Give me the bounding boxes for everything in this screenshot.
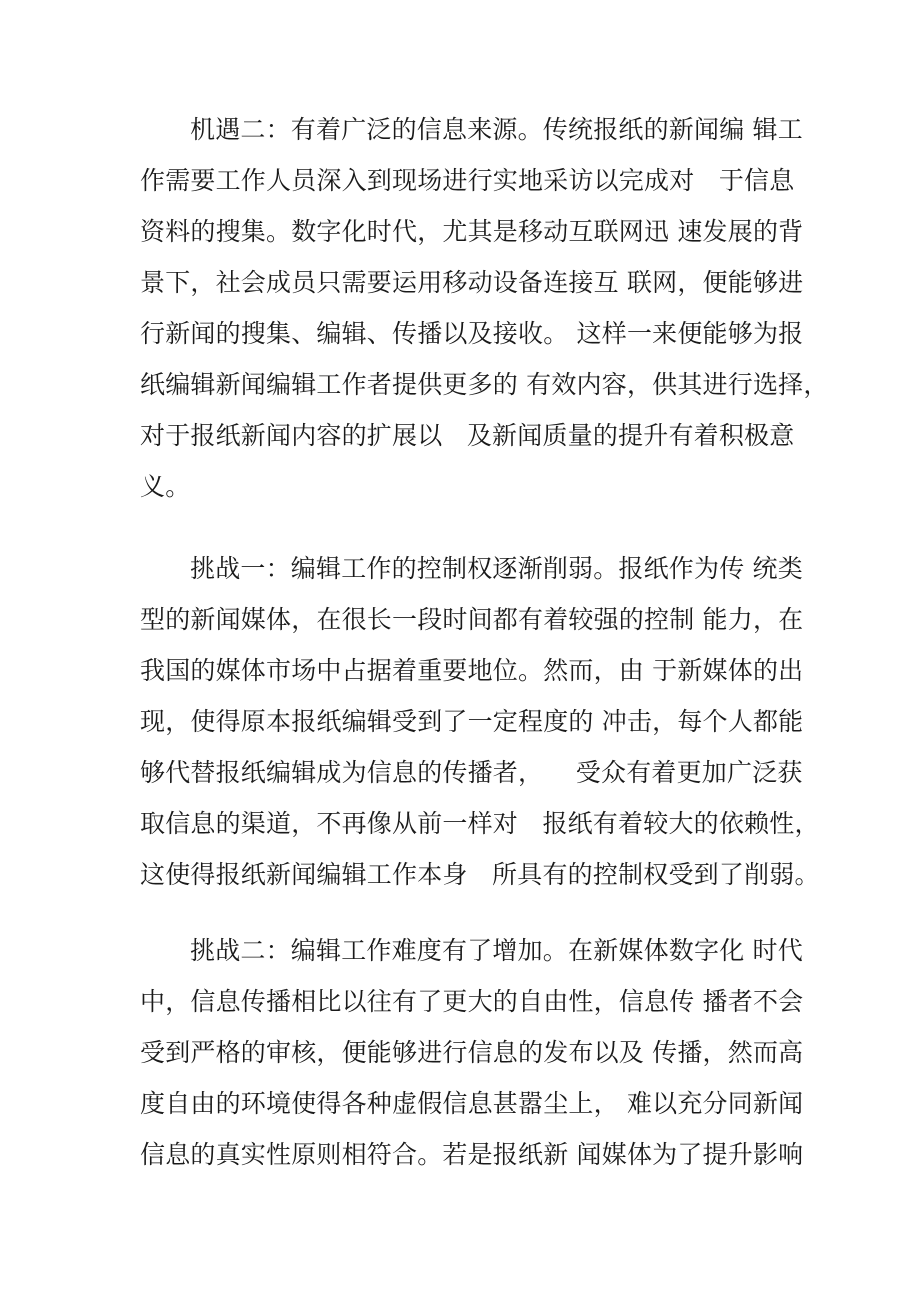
text-line: 景下，社会成员只需要运用移动设备连接互 联网，便能够进 — [140, 268, 804, 297]
paragraph-challenge-one — [140, 543, 820, 900]
text-line: 这使得报纸新闻编辑工作本身 所具有的控制权受到了削弱。 — [140, 860, 820, 889]
text-line: 中，信息传播相比以往有了更大的自由性，信息传 播者不会 — [140, 987, 804, 1016]
text-line: 行新闻的搜集、编辑、传播以及接收。 这样一来便能够为报 — [140, 319, 804, 348]
text-line: 信息的真实性原则相符合。若是报纸新 闻媒体为了提升影响 — [140, 1140, 804, 1169]
text-line: 型的新闻媒体，在很长一段时间都有着较强的控制 能力，在 — [140, 605, 804, 634]
text-line: 挑战二：编辑工作难度有了增加。在新媒体数字化 时代 — [190, 936, 803, 965]
text-line: 够代替报纸编辑成为信息的传播者， 受众有着更加广泛获 — [140, 758, 803, 787]
paragraph-challenge-two — [140, 925, 820, 1180]
text-line: 资料的搜集。数字化时代，尤其是移动互联网迅 速发展的背 — [140, 217, 804, 246]
text-line: 受到严格的审核，便能够进行信息的发布以及 传播，然而高 — [140, 1038, 804, 1067]
text-line: 我国的媒体市场中占据着重要地位。然而，由 于新媒体的出 — [140, 656, 804, 685]
paragraph-opportunity-two — [140, 104, 829, 512]
text-line: 作需要工作人员深入到现场进行实地采访以完成对 于信息 — [140, 166, 795, 195]
text-line: 挑战一：编辑工作的控制权逐渐削弱。报纸作为传 统类 — [190, 554, 803, 583]
text-line: 纸编辑新闻编辑工作者提供更多的 有效内容，供其进行选择， — [140, 370, 829, 399]
text-line: 对于报纸新闻内容的扩展以 及新闻质量的提升有着积极意 — [140, 421, 795, 450]
text-line: 取信息的渠道，不再像从前一样对 报纸有着较大的依赖性， — [140, 809, 820, 838]
text-line: 现，使得原本报纸编辑受到了一定程度的 冲击，每个人都能 — [140, 707, 804, 736]
text-line: 义。 — [140, 472, 191, 501]
text-line: 度自由的环境使得各种虚假信息甚嚣尘上， 难以充分同新闻 — [140, 1089, 804, 1118]
text-line: 机遇二：有着广泛的信息来源。传统报纸的新闻编 辑工 — [190, 115, 803, 144]
